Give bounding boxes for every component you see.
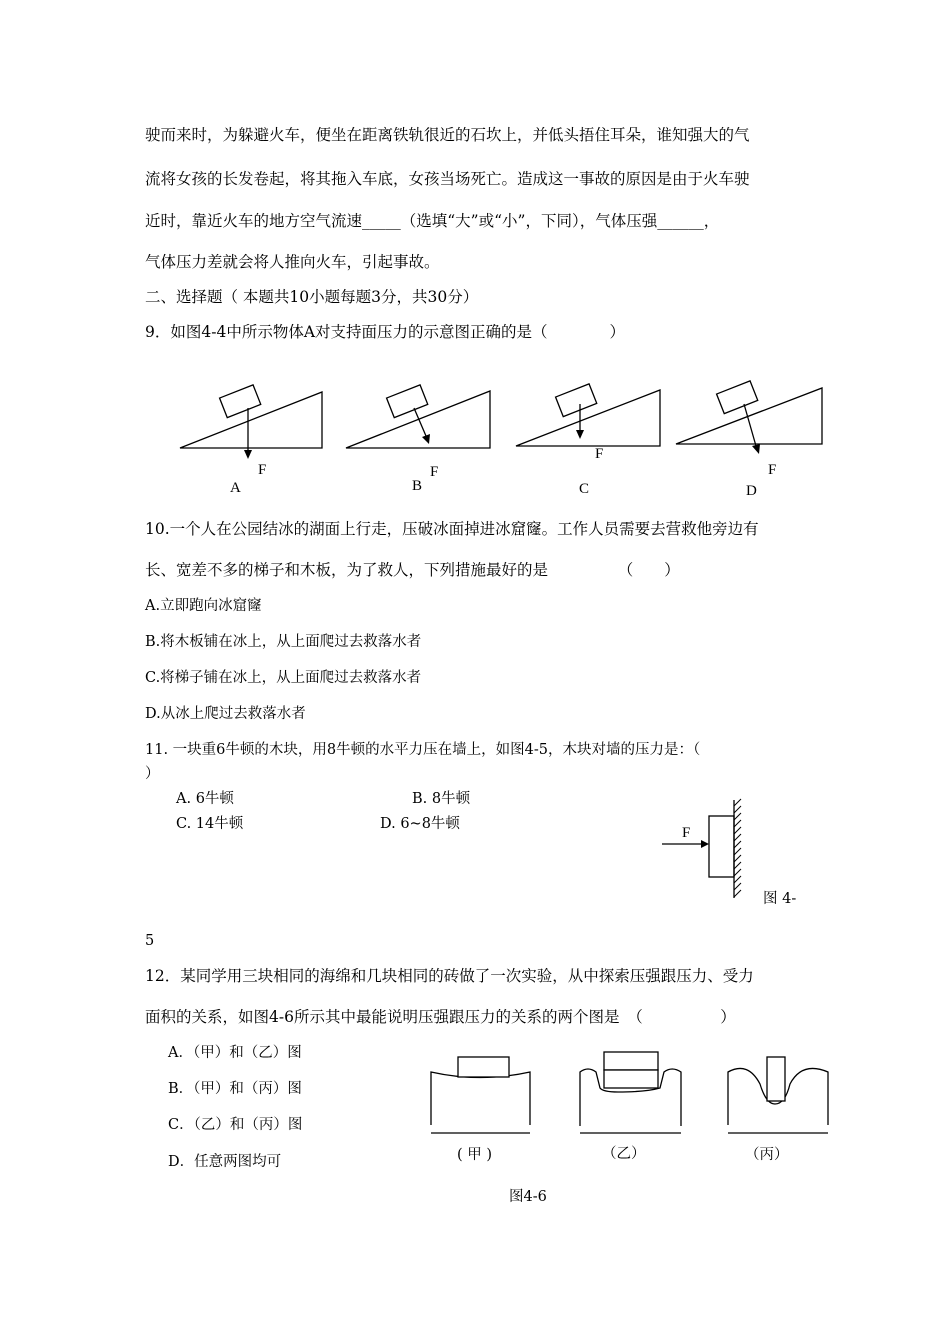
q11-stem-line-2: ） (145, 766, 160, 782)
option-label-c: C (579, 481, 590, 497)
passage-line-4: 气体压力差就会将人推向火车，引起事故。 (145, 253, 440, 271)
label-yi: （乙） (602, 1146, 646, 1162)
sponge-jia (431, 1057, 530, 1133)
label-jia: ( 甲 ) (457, 1147, 493, 1163)
option-label-b: B (412, 478, 423, 494)
passage-line-1: 驶而来时，为躲避火车，便坐在距离铁轨很近的石坎上，并低头捂住耳朵，谁知强大的气 (145, 126, 750, 144)
q11-stem-line-1: 11. 一块重6牛顿的木块，用8牛顿的水平力压在墙上，如图4-5，木块对墙的压力是：（ (145, 742, 701, 758)
q11-option-a: A. 6牛顿 (176, 791, 234, 807)
q12-option-c: C．（乙）和（丙）图 (168, 1117, 303, 1133)
q12-stem-line-2: 面积的关系，如图4-6所示其中最能说明压强跟压力的关系的两个图是 （ ） (145, 1008, 736, 1026)
q10-option-c: C.将梯子铺在冰上，从上面爬过去救落水者 (145, 670, 422, 686)
q11-caption-part2: 5 (145, 933, 155, 949)
sponge-bing (728, 1057, 828, 1133)
force-label-a: F (258, 462, 267, 478)
q10-option-d: D.从冰上爬过去救落水者 (145, 706, 306, 722)
option-label-a: A (230, 480, 241, 496)
q12-stem-line-1: 12．某同学用三块相同的海绵和几块相同的砖做了一次实验，从中探索压强跟压力、受力 (145, 967, 754, 985)
q11-option-c: C. 14牛顿 (176, 816, 244, 832)
passage-line-3: 近时，靠近火车的地方空气流速_____（选填“大”或“小”，下同），气体压强______， (145, 212, 720, 230)
force-label-b: F (430, 464, 439, 480)
q12-caption: 图4-6 (509, 1189, 547, 1205)
q10-stem-line-2: 长、宽差不多的梯子和木板，为了救人，下列措施最好的是 （ ） (145, 561, 680, 579)
force-label-c: F (595, 446, 604, 462)
q9-stem: 9．如图4-4中所示物体A对支持面压力的示意图正确的是（ ） (145, 323, 626, 341)
q11-option-b: B. 8牛顿 (412, 791, 471, 807)
q12-option-b: B．（甲）和（丙）图 (168, 1081, 302, 1097)
sponge-yi (580, 1052, 681, 1133)
q12-option-a: A．（甲）和（乙）图 (168, 1045, 302, 1061)
q10-stem-line-1: 10.一个人在公园结冰的湖面上行走，压破冰面掉进冰窟窿。工作人员需要去营救他旁边有 (145, 520, 759, 538)
section-title: 二、选择题（ 本题共10小题每题3分，共30分） (145, 288, 479, 306)
q10-option-a: A.立即跑向冰窟窿 (145, 598, 262, 614)
label-bing: （丙） (745, 1147, 789, 1163)
q12-option-d: D．任意两图均可 (168, 1154, 282, 1170)
passage-line-2: 流将女孩的长发卷起，将其拖入车底，女孩当场死亡。造成这一事故的原因是由于火车驶 (145, 170, 750, 188)
q10-option-b: B.将木板铺在冰上，从上面爬过去救落水者 (145, 634, 422, 650)
option-label-d: D (746, 483, 757, 499)
q11-option-d: D. 6~8牛顿 (380, 816, 460, 832)
force-label-d: F (768, 462, 777, 478)
q11-caption-part1: 图 4- (763, 891, 797, 907)
q11-force-label: F (682, 825, 691, 841)
